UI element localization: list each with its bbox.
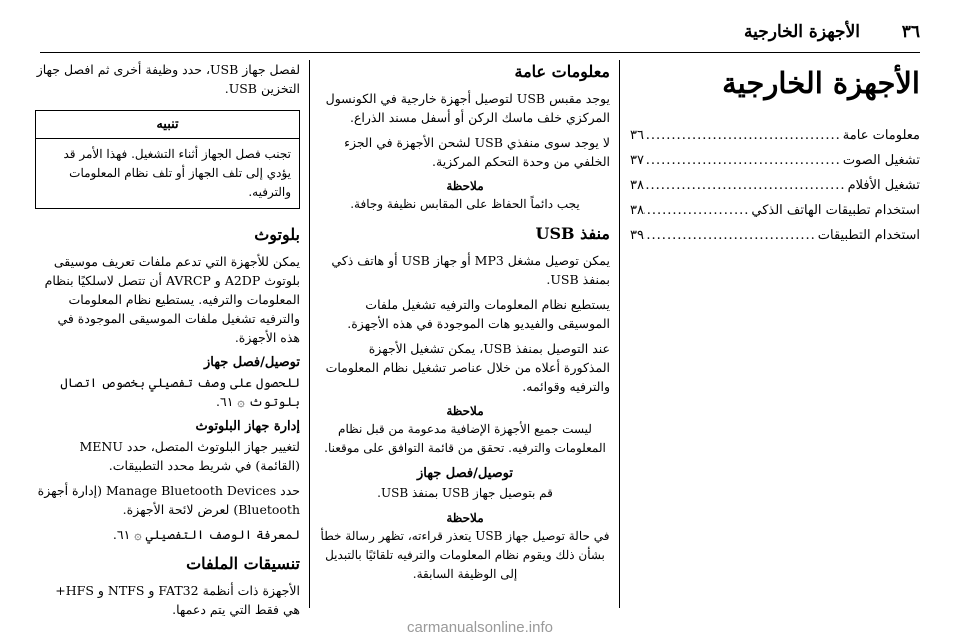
toc-page: ٣٩ <box>630 227 644 243</box>
toc-leader <box>644 223 818 248</box>
toc-item[interactable] <box>630 223 920 248</box>
toc-item[interactable] <box>630 173 920 198</box>
subsection-title: توصيل/فصل جهاز <box>416 466 513 481</box>
note-text: يجب دائماً الحفاظ على المقابس نظيفة وجافة. <box>350 197 580 211</box>
note-title: ملاحظة <box>446 404 484 418</box>
toc-page: ٣٨ <box>630 202 644 218</box>
toc-label: معلومات عامة <box>842 127 920 143</box>
toc-page: ٣٧ <box>630 152 644 168</box>
toc-label: تشغيل الصوت <box>842 152 920 168</box>
paragraph: قم بتوصيل جهاز USB بمنفذ USB. <box>377 486 553 500</box>
toc-leader <box>644 198 751 223</box>
section-title-usb: منفذ USB <box>535 224 610 243</box>
toc-page: ٣٨ <box>630 177 644 193</box>
section-title-general: معلومات عامة <box>514 62 610 81</box>
paragraph: يستطيع نظام المعلومات والترفيه تشغيل ملفات الموسيقى والفيديو هات الموجودة في هذه الأجهزة. <box>347 297 610 331</box>
paragraph: يمكن للأجهزة التي تدعم ملفات تعريف موسيقى بلوتوث A2DP و AVRCP أن تتصل لاسلكيًا بنظام المعلومات والترفيه. يستطيع نظام المعلومات والترفيه تشغيل ملفات الموسيقى الموجودة في هذه الأجهزة. <box>44 254 300 345</box>
watermark: carmanualsonline.info <box>407 619 553 636</box>
paragraph: الأجهزة ذات أنظمة FAT32 و NTFS و HFS+ هي فقط التي يتم دعمها. <box>55 583 300 617</box>
paragraph: يمكن توصيل مشغل MP3 أو جهاز USB أو هاتف ذكي بمنفذ USB. <box>331 253 610 287</box>
subsection-title: توصيل/فصل جهاز <box>203 355 300 370</box>
toc-item[interactable] <box>630 198 920 223</box>
caution-title: تنبيه <box>36 111 299 139</box>
toc-leader <box>644 173 848 198</box>
paragraph: يوجد مقبس USB لتوصيل أجهزة خارجية في الكونسول المركزي خلف ماسك الركن أو أسفل مسند الذراع. <box>325 91 610 125</box>
note-text: ليست جميع الأجهزة الإضافية مدعومة من قبل نظام المعلومات والترفيه. تحقق من قائمة التوافق على موقعنا. <box>324 422 606 455</box>
chapter-title: الأجهزة الخارجية <box>722 66 920 100</box>
section-title-file-formats: تنسيقات الملفات <box>186 554 300 573</box>
caution-box <box>35 110 300 209</box>
toc-page: ٣٦ <box>630 127 644 143</box>
paragraph: حدد Manage Bluetooth Devices (إدارة أجهزة Bluetooth) لعرض لائحة الأجهزة. <box>37 483 300 517</box>
paragraph: لتغيير جهاز البلوتوث المتصل، حدد MENU (القائمة) في شريط محدد التطبيقات. <box>79 439 300 473</box>
note-text: في حالة توصيل جهاز USB يتعذر قراءته، تظهر رسالة خطأ بشأن ذلك ويقوم نظام المعلومات والترفيه تلقائيًا بالتبديل إلى الوظيفة السابقة. <box>320 529 610 581</box>
note-title: ملاحظة <box>446 179 484 193</box>
table-of-contents <box>630 123 920 248</box>
toc-column <box>630 60 920 248</box>
subsection-title: إدارة جهاز البلوتوث <box>195 419 300 434</box>
page-number: ٣٦ <box>901 22 920 42</box>
paragraph: لفصل جهاز USB، حدد وظيفة أخرى ثم افصل جهاز التخزين USB. <box>36 62 300 96</box>
paragraph: لمعرفة الوصف التفصيلي ۞ ٦١. <box>112 527 300 542</box>
toc-item[interactable] <box>630 148 920 173</box>
toc-label: استخدام تطبيقات الهاتف الذكي <box>751 202 920 218</box>
header-rule <box>40 52 920 53</box>
paragraph: لا يوجد سوى منفذي USB لشحن الأجهزة في الجزء الخلفي من وحدة التحكم المركزية. <box>344 135 610 169</box>
column-divider <box>309 60 310 608</box>
column-divider <box>619 60 620 608</box>
bluetooth-column <box>35 60 300 625</box>
caution-text: تجنب فصل الجهاز أثناء التشغيل. فهذا الأمر قد يؤدي إلى تلف الجهاز أو تلف نظام المعلومات والترفيه. <box>63 147 291 199</box>
running-header-title: الأجهزة الخارجية <box>744 22 860 42</box>
toc-leader <box>644 148 843 173</box>
paragraph: عند التوصيل بمنفذ USB، يمكن تشغيل الأجهزة المذكورة أعلاه من خلال عناصر تشغيل نظام المعلومات والترفيه وقوائمه. <box>325 341 610 394</box>
section-title-bluetooth: بلوتوث <box>254 225 300 244</box>
toc-label: تشغيل الأفلام <box>847 177 920 193</box>
general-info-column <box>320 60 610 590</box>
toc-item[interactable] <box>630 123 920 148</box>
note-title: ملاحظة <box>446 511 484 525</box>
toc-label: استخدام التطبيقات <box>817 227 920 243</box>
paragraph: للحصول على وصف تفصيلي بخصوص اتصال بلوتوث ۞ ٦١. <box>60 375 300 409</box>
toc-leader <box>644 123 843 148</box>
